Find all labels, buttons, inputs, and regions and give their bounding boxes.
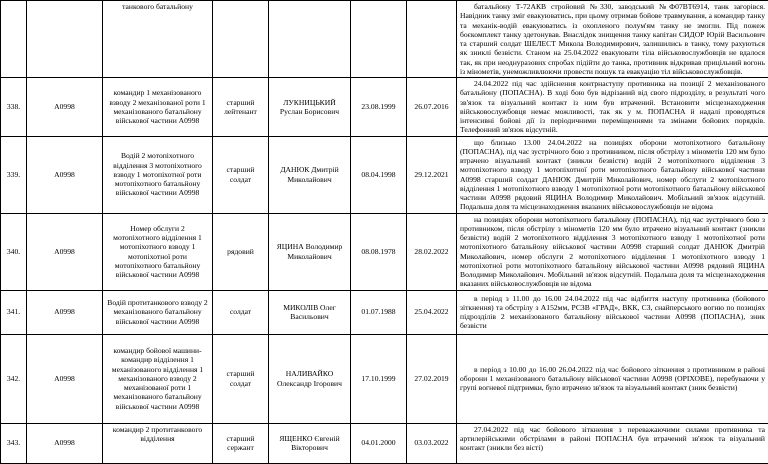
birth-date: 23.08.1999: [351, 78, 407, 137]
birth-date: [351, 1, 407, 78]
incident-description: в період з 10.00 до 16.00 26.04.2022 під час бойового зіткнення з противником в районі оборони 1 механізованого батальйону військової частини А0998 (ОРІХОВЕ), перебуваючи у групі вогневої підтримки, було втрачено зв'язок та візуальний контакт (зник безвісти): [457, 334, 768, 423]
military-rank: [213, 1, 269, 78]
position-title: танкового батальйону: [103, 1, 213, 78]
service-date: 28.02.2022: [407, 213, 457, 290]
given-names: Миколайович: [272, 252, 347, 261]
surname: НАЛИВАЙКО: [272, 369, 347, 378]
military-rank: старший солдат: [213, 136, 269, 213]
row-number: 342.: [1, 334, 27, 423]
military-unit: А0998: [27, 334, 103, 423]
incident-description: 27.04.2022 під час бойового зіткнення з переважаючими силами противника та артилерійськими обстрілами в районі ПОПАСНА був втрачений зв'язок та візуальний контакт (зникли без вісті): [457, 423, 768, 463]
given-names: Олександр Ігорович: [272, 379, 347, 388]
person-name: [269, 136, 351, 213]
birth-date: 08.08.1978: [351, 213, 407, 290]
given-names: Васильович: [272, 312, 347, 321]
military-unit: А0998: [27, 213, 103, 290]
service-date: 25.04.2022: [407, 290, 457, 334]
row-number: 340.: [1, 213, 27, 290]
military-rank: рядовий: [213, 213, 269, 290]
service-date: [407, 1, 457, 78]
military-unit: А0998: [27, 290, 103, 334]
person-name: [269, 78, 351, 137]
position-title: командир бойової машини-командир відділення 1 механізованого відділення 1 механізованого взводу 2 механізованої роти 1 механізованого батальйону військової частини А0998: [103, 334, 213, 423]
row-number: 343.: [1, 423, 27, 463]
table-row: [1, 290, 768, 334]
birth-date: 01.07.1988: [351, 290, 407, 334]
given-names: Руслан Борисович: [272, 107, 347, 116]
person-name: [269, 213, 351, 290]
service-date: 26.07.2016: [407, 78, 457, 137]
incident-description: на позиціях оборони мотопіхотного батальйону (ПОПАСНА), під час зустрічного бою з противником, після обстрілу з мінометів 120 мм було втрачено візуальний контакт (зникли безвісти) водій 2 мотопіхотного відділення 3 мотопіхотного взводу 1 мотопіхотної роти мотопіхотного батальйону військової частини А0998 старший солдат ДАНЮК Дмитрій Миколайович, номер обслуги 2 мотопіхотного відділення 1 мотопіхотного взводу 1 мотопіхотної роти мотопіхотного батальйону військової частини А0998 рядовий ЯЦИНА Володимир Миколайович. Мобільний зв'язок відсутній. Подальша доля та місцезнаходження вказаних військовослужбовців не відома: [457, 213, 768, 290]
birth-date: 17.10.1999: [351, 334, 407, 423]
military-unit: А0998: [27, 423, 103, 463]
person-name: [269, 1, 351, 78]
person-name: [269, 423, 351, 463]
table-row: [1, 213, 768, 290]
row-number: [1, 1, 27, 78]
given-names: Миколайович: [272, 175, 347, 184]
incident-description: в період з 11.00 до 16.00 24.04.2022 під час відбиття наступу противника (бойового зіткнення) та обстрілу з А152мм, РСЗВ «ГРАД», ВКК, СЗ, снайперського вогню по позиціях підрозділів 2 механізованого батальйону військової частини А0998 (ПОПАСНА), зник безвісти: [457, 290, 768, 334]
military-unit: А0998: [27, 136, 103, 213]
surname: МИКОЛІВ Олег: [272, 303, 347, 312]
row-number: 339.: [1, 136, 27, 213]
incident-description: батальйону Т-72АКВ стройовий №330, заводський №Ф07ВТ6914, танк загорівся. Навідник танку зміг евакуюватись, при цьому отримав бойове травмування, а командир танку та механік-водій евакуюватись із охопленого полум'ям танку не змогли. Під пожеж боєкомплект танку здетонував. Внаслідок знищення танку капітан СИДОР Юрій Васильович та старший солдат ШЕЛЕСТ Микола Володимирович, залишились в танку, тому рахуються як зниклі безвісти. Станом на 25.04.2022 евакуювати тіла військовослужбовців не вдалося так, як при неоднуразових спробах підійти до танка, противник відкривав прицільний вогонь із мінометів, унеможливлюючи провести пошук та евакуацію тіл військовослужбовців.: [457, 1, 768, 78]
incident-description: що близько 13.00 24.04.2022 на позиціях оборони мотопіхотного батальйону (ПОПАСНА), під час зустрічного бою з противником, після обстрілу з мінометів 120 мм було втрачено візуальний контакт (зникли безвісти) водій 2 мотопіхотного відділення 3 мотопіхотного взводу 1 мотопіхотної роти мотопіхотного батальйону військової частини А0998 старший солдат ДАНЮК Дмитрій Миколайович, номер обслуги 2 мотопіхотного відділення 1 мотопіхотного взводу 1 мотопіхотної роти мотопіхотного батальйону військової частини А0998 рядовий ЯЦИНА Володимир Миколайович. Мобільний зв'язок відсутній. Подальша доля та місцезнаходження вказаних військовослужбовців не відома: [457, 136, 768, 213]
row-number: 338.: [1, 78, 27, 137]
position-title: Водій протитанкового взводу 2 механізованого батальйону військової частини А0998: [103, 290, 213, 334]
birth-date: 08.04.1998: [351, 136, 407, 213]
service-date: 29.12.2021: [407, 136, 457, 213]
birth-date: 04.01.2000: [351, 423, 407, 463]
position-title: командир 2 протитанкового відділення: [103, 423, 213, 463]
military-rank: старший сержант: [213, 423, 269, 463]
given-names: Вікторович: [272, 443, 347, 452]
surname: ЯЦИНА Володимир: [272, 242, 347, 251]
person-name: [269, 290, 351, 334]
position-title: Номер обслуги 2 мотопіхотного відділення 1 мотопіхотного взводу 1 мотопіхотної роти мотопіхотного батальйону військової частини А0998: [103, 213, 213, 290]
surname: ЯЩЕНКО Євгеній: [272, 434, 347, 443]
position-title: командир 1 механізованого взводу 2 механізованої роти 1 механізованого батальйону військової частини А0998: [103, 78, 213, 137]
table-row: [1, 423, 768, 463]
table-row: [1, 78, 768, 137]
person-name: [269, 334, 351, 423]
surname: ДАНЮК Дмитрій: [272, 165, 347, 174]
military-rank: старший лейтенант: [213, 78, 269, 137]
military-unit: [27, 1, 103, 78]
row-number: 341.: [1, 290, 27, 334]
military-rank: старший солдат: [213, 334, 269, 423]
service-date: 03.03.2022: [407, 423, 457, 463]
table-row: [1, 136, 768, 213]
table-row: [1, 334, 768, 423]
registry-body: [1, 1, 768, 464]
surname: ЛУКНИЦЬКИЙ: [272, 98, 347, 107]
military-rank: солдат: [213, 290, 269, 334]
table-row: [1, 1, 768, 78]
position-title: Водій 2 мотопіхотного відділення 3 мотопіхотного взводу 1 мотопіхотної роти мотопіхотного батальйону військової частини А0998: [103, 136, 213, 213]
military-unit: А0998: [27, 78, 103, 137]
service-date: 27.02.2019: [407, 334, 457, 423]
incident-description: 24.04.2022 під час здійснення контрнаступу противника на позиції 2 механізованого батальйону (ПОПАСНА). В ході бою був відрізаний від свого підрозділу, в результаті чого зв'язок та візуальний контакт із ним був втрачений. Встановити місцезнаходження військовослужбовця немає можливості, так як у м. ПОПАСНА й надалі проводяться інтенсивні бойові дії із періодичними переміщеннями та змінами бойових порядків. Телефонний зв'язок відсутній.: [457, 78, 768, 137]
